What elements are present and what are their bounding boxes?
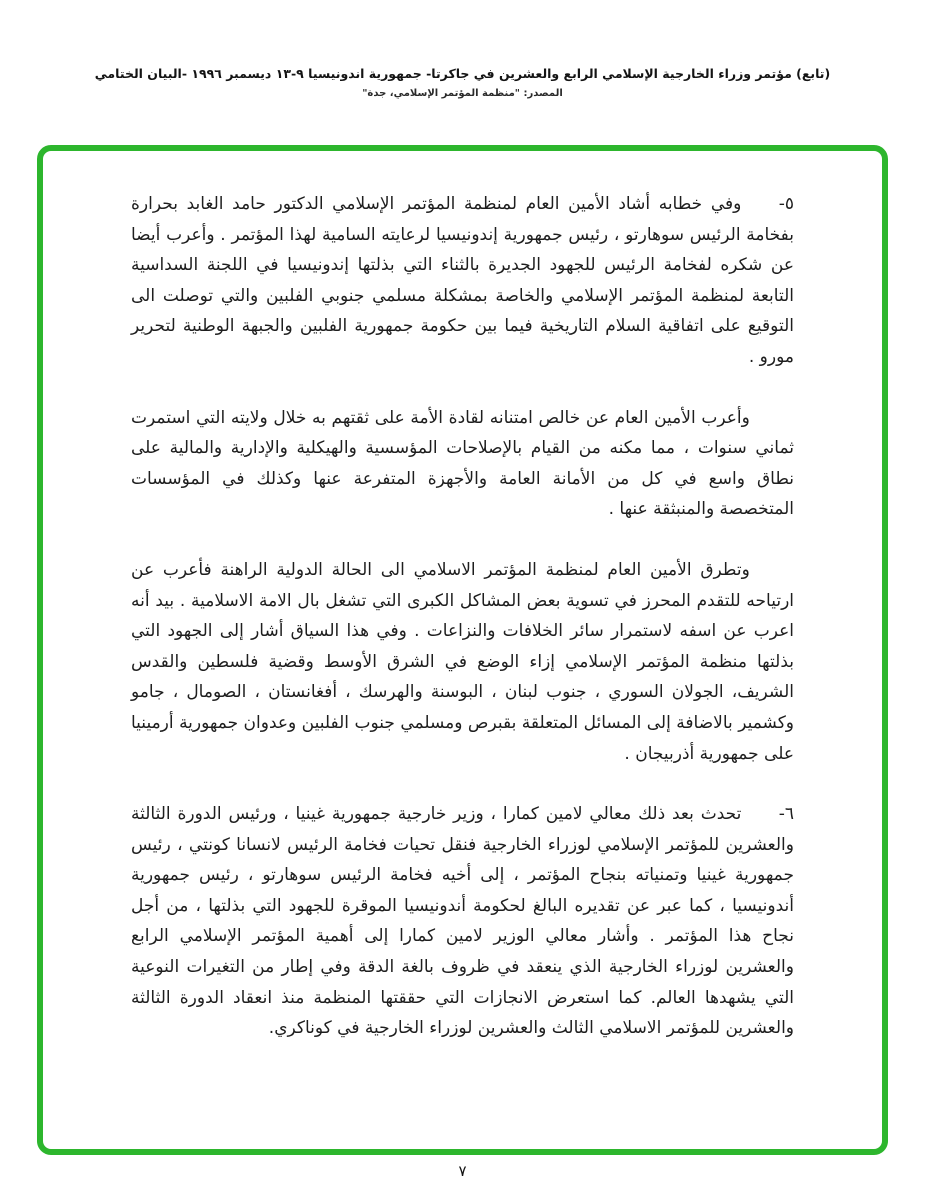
paragraph-international-situation	[131, 555, 794, 769]
paragraph-5	[131, 189, 794, 373]
paragraph-6	[131, 799, 794, 1044]
paragraph-6-text: تحدث بعد ذلك معالي لامين كمارا ، وزير خارجية جمهورية غينيا ، ورئيس الدورة الثالثة والعشرين للمؤتمر الإسلامي لوزراء الخارجية فنقل تحيات فخامة الرئيس لانسانا كونتي ، رئيس جمهورية غينيا وتمنياته بنجاح المؤتمر ، إلى أخيه فخامة الرئيس سوهارتو ، رئيس جمهورية أندونيسيا ، كما عبر عن تقديره البالغ لحكومة أندونيسيا الموقرة للجهود التي بذلتها ، من أجل نجاح هذا المؤتمر . وأشار معالي الوزير لامين كمارا إلى أهمية المؤتمر الإسلامي الرابع والعشرين لوزراء الخارجية الذي ينعقد في ظروف بالغة الدقة وفي إطار من التغيرات النوعية التي يشهدها العالم. كما استعرض الانجازات التي حققتها المنظمة منذ انعقاد الدورة الثالثة والعشرين للمؤتمر الاسلامي الثالث والعشرين لوزراء الخارجية في كوناكري.	[131, 804, 794, 1039]
header-title: (تابع) مؤتمر وزراء الخارجية الإسلامي الرابع والعشرين في جاكرتا- جمهورية اندونيسيا ٩-١٣ ديسمبر ١٩٩٦ -البيان الختامي	[94, 66, 831, 81]
paragraph-gratitude-text: وأعرب الأمين العام عن خالص امتنانه لقادة الأمة على ثقتهم به خلال ولايته التي استمرت ثماني سنوات ، مما مكنه من القيام بالإصلاحات المؤسسية والهيكلية والإدارية والمالية على نطاق واسع في كل من الأمانة العامة والأجهزة المتفرعة عنها وكذلك في المؤسسات المتخصصة والمنبثقة عنها .	[131, 407, 794, 520]
document-header	[0, 66, 925, 99]
page-number: ٧	[458, 1162, 467, 1180]
paragraph-5-text: وفي خطابه أشاد الأمين العام لمنظمة المؤتمر الإسلامي الدكتور حامد الغابد بحرارة بفخامة الرئيس سوهارتو ، رئيس جمهورية إندونيسيا لرعايته السامية لهذا المؤتمر . وأعرب أيضا عن شكره لفخامة الرئيس للجهود الجديرة بالثناء التي بذلتها إندونيسيا في اللجنة السداسية التابعة لمنظمة المؤتمر الإسلامي والخاصة بمشكلة مسلمي جنوبي الفلبين والتي توصلت الى التوقيع على اتفاقية السلام التاريخية فيما بين حكومة جمهورية الفلبين والجبهة الوطنية لتحرير مورو .	[131, 194, 794, 367]
paragraph-5-number: ٥-	[778, 194, 794, 214]
paragraph-gratitude	[131, 403, 794, 525]
paragraph-international-situation-text: وتطرق الأمين العام لمنظمة المؤتمر الاسلامي الى الحالة الدولية الراهنة فأعرب عن ارتياحه للتقدم المحرز في تسوية بعض المشاكل الكبرى التي تشغل بال الامة الاسلامية . بيد أنه اعرب عن اسفه لاستمرار سائر الخلافات والنزاعات . وفي هذا السياق أشار إلى الجهود التي بذلتها منظمة المؤتمر الإسلامي إزاء الوضع في الشرق الأوسط وقضية فلسطين والقدس الشريف، الجولان السوري ، جنوب لبنان ، البوسنة والهرسك ، أفغانستان ، الصومال ، جامو وكشمير بالاضافة إلى المسائل المتعلقة بقبرص ومسلمي جنوب الفلبين وعدوان جمهورية أرمينيا على جمهورية أذربيجان .	[131, 559, 794, 764]
header-source: المصدر: "منظمة المؤتمر الإسلامي، جدة"	[362, 88, 563, 99]
green-border-frame	[37, 145, 888, 1155]
document-body	[131, 189, 794, 1074]
paragraph-6-number: ٦-	[778, 804, 794, 825]
